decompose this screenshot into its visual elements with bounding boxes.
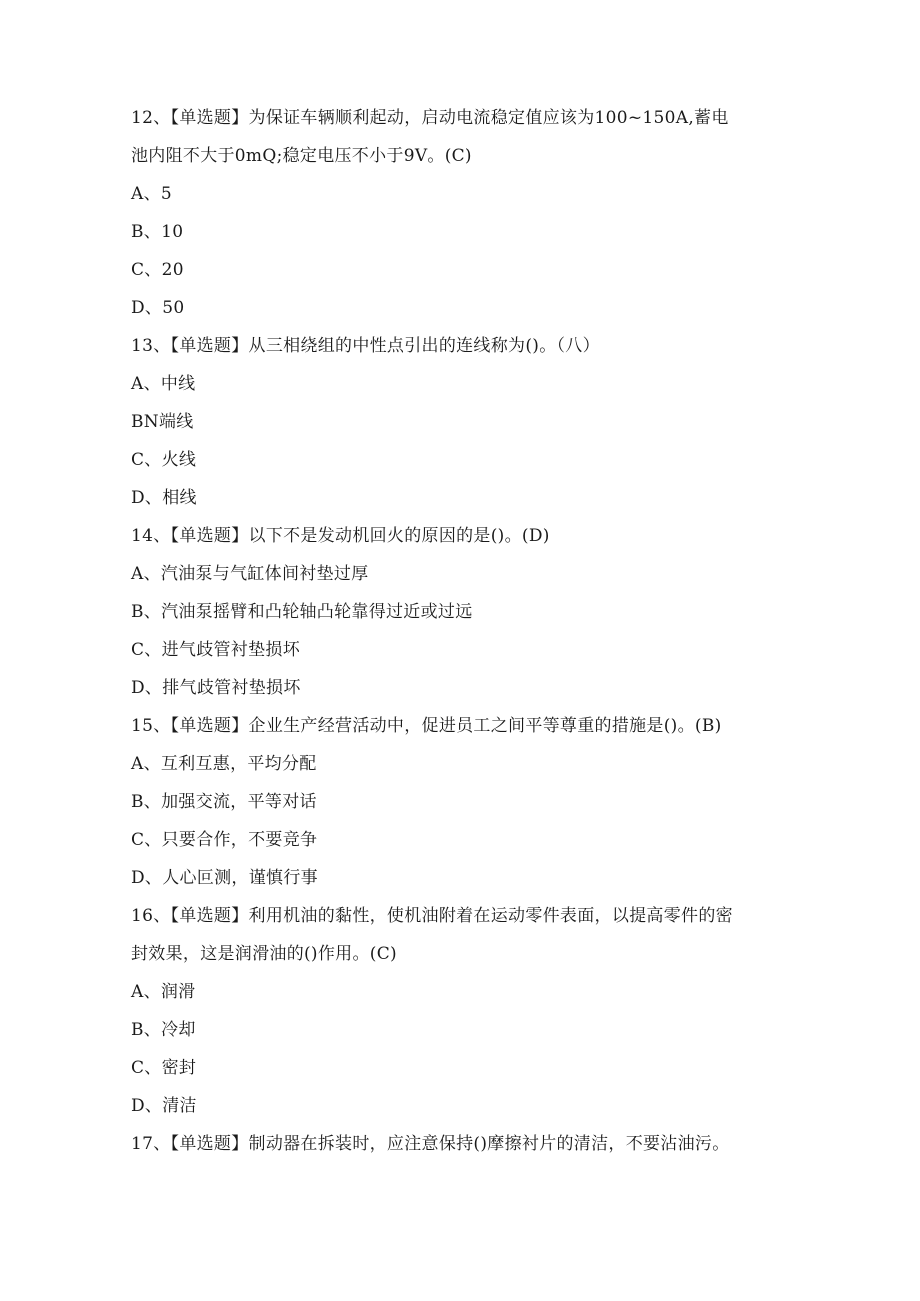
question-13-option-b: BN端线 (131, 412, 194, 432)
question-13-option-a: A、中线 (131, 374, 196, 394)
question-14-option-a: A、汽油泵与气缸体间衬垫过厚 (131, 564, 369, 584)
question-15-option-d: D、人心叵测，谨慎行事 (131, 868, 318, 888)
question-12-stem-line-1: 12、【单选题】为保证车辆顺利起动，启动电流稳定值应该为100~150A,蓄电 (131, 108, 729, 128)
question-16-stem-line-2: 封效果，这是润滑油的()作用。(C) (131, 944, 397, 964)
question-14-option-c: C、进气歧管衬垫损坏 (131, 640, 301, 660)
question-14-option-d: D、排气歧管衬垫损坏 (131, 678, 301, 698)
question-17-stem: 17、【单选题】制动器在拆装时，应注意保持()摩擦衬片的清洁，不要沾油污。 (131, 1134, 730, 1154)
question-12-option-a: A、5 (131, 184, 172, 204)
question-15-option-b: B、加强交流，平等对话 (131, 792, 317, 812)
question-13-stem: 13、【单选题】从三相绕组的中性点引出的连线称为()。（八） (131, 336, 600, 356)
question-16-option-b: B、冷却 (131, 1020, 196, 1040)
question-12-option-b: B、10 (131, 222, 184, 242)
question-14-stem: 14、【单选题】以下不是发动机回火的原因的是()。(D) (131, 526, 550, 546)
question-16-option-c: C、密封 (131, 1058, 197, 1078)
question-15-option-c: C、只要合作，不要竞争 (131, 830, 318, 850)
question-12-stem-line-2: 池内阻不大于0mQ;稳定电压不小于9V。(C) (131, 146, 472, 166)
question-13-option-c: C、火线 (131, 450, 197, 470)
question-15-option-a: A、互利互惠，平均分配 (131, 754, 317, 774)
question-16-option-a: A、润滑 (131, 982, 196, 1002)
question-13-option-d: D、相线 (131, 488, 197, 508)
question-14-option-b: B、汽油泵摇臂和凸轮轴凸轮靠得过近或过远 (131, 602, 473, 622)
question-16-stem-line-1: 16、【单选题】利用机油的黏性，使机油附着在运动零件表面，以提高零件的密 (131, 906, 733, 926)
question-12-option-c: C、20 (131, 260, 184, 280)
question-12-option-d: D、50 (131, 298, 185, 318)
question-15-stem: 15、【单选题】企业生产经营活动中，促进员工之间平等尊重的措施是()。(B) (131, 716, 722, 736)
question-16-option-d: D、清洁 (131, 1096, 197, 1116)
